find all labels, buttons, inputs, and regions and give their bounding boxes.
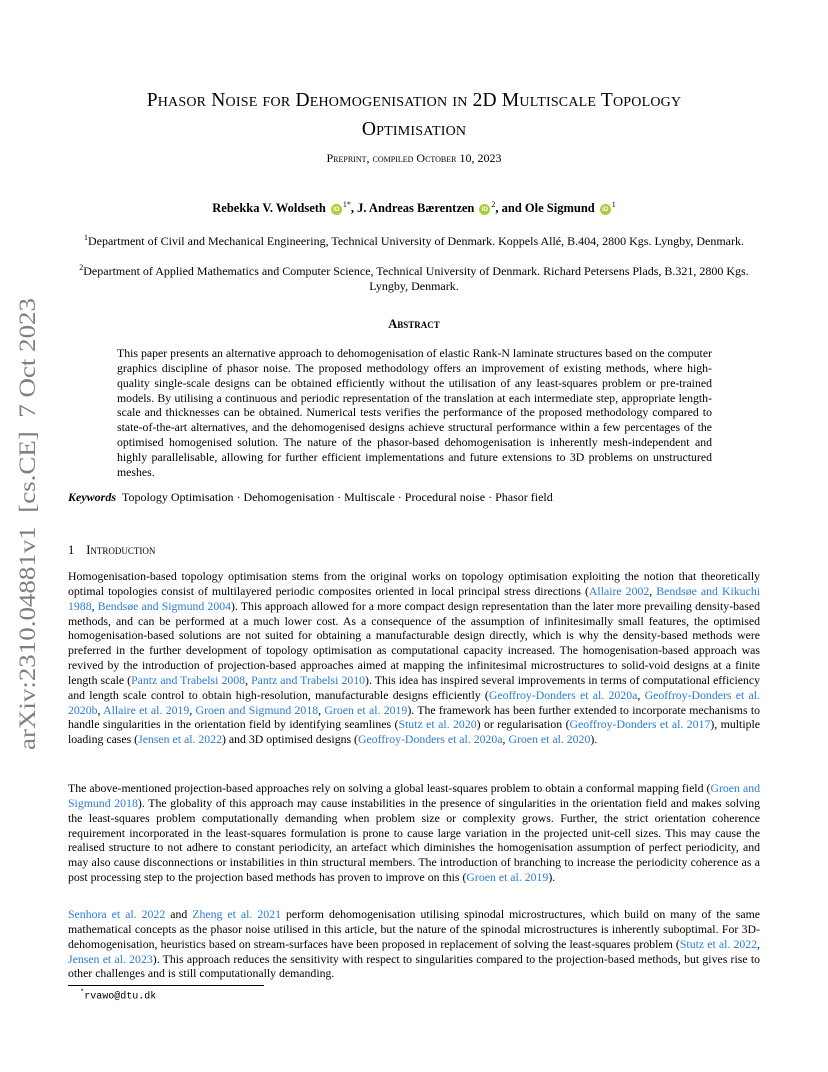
body-text: , (97, 702, 104, 717)
author-name: Ole Sigmund (524, 201, 595, 216)
abstract-heading: Abstract (388, 317, 440, 331)
body-text: ). The framework has been further extended to incorporate mechanisms to handle singularities in the orientation field by identifying seamlines ( (68, 702, 761, 732)
author-name: J. Andreas Bærentzen (357, 201, 475, 216)
abstract-text: This paper presents an alternative approach to dehomogenisation of elastic Rank-N laminate structures based on the computer graphics discipline of phasor noise. The proposed methodology offers an improvement of existing methods, where high-quality single-scale designs can be obtained efficiently without the utilisation of any least-squares problem or pre-trained models. By utilising a continuous and periodic representation of the translation at each intermediate step, appropriate length-scale and thicknesses can be obtained. Numerical tests verifies the performance of the proposed methodology compared to state-of-the-art alternatives, and the dehomogenised designs achieve structural performance within a few percentages of the optimised homogenised solution. The nature of the phasor-based dehomogenisation is inherently mesh-independent and highly parallelisable, allowing for further efficient implementations and future extensions to 3D problems on unstructured meshes. (117, 346, 712, 479)
citation-link[interactable]: Geoffroy-Donders et al. 2020b (68, 687, 760, 717)
citation-link[interactable]: Bendsøe and Sigmund 2004 (97, 598, 232, 613)
citation-link[interactable]: Pantz and Trabelsi 2008 (131, 672, 246, 687)
citation-link[interactable]: Pantz and Trabelsi 2010 (251, 672, 366, 687)
body-text: ). (590, 732, 598, 747)
author-separator: , and (495, 201, 525, 216)
footnote-mark: * (80, 989, 85, 997)
citation-link[interactable]: Geoffroy-Donders et al. 2020a (488, 687, 638, 702)
citation-link[interactable]: Jensen et al. 2022 (138, 732, 222, 747)
author-affiliation-mark: 2 (491, 200, 496, 209)
section-title: Introduction (86, 543, 156, 557)
keywords (68, 490, 760, 505)
body-text: ) or regularisation ( (476, 717, 570, 732)
body-text: , (649, 583, 657, 598)
citation-link[interactable]: Groen et al. 2019 (324, 702, 408, 717)
citation-link[interactable]: Bendsøe and Kikuchi 1988 (68, 583, 760, 613)
citation-link[interactable]: Zheng et al. 2021 (192, 907, 281, 921)
orcid-icon[interactable]: iD (479, 204, 490, 215)
body-text: The above-mentioned projection-based approaches rely on solving a global least-squares problem to obtain a conformal mapping field ( (68, 781, 711, 795)
paragraph-3 (68, 907, 760, 981)
section-number: 1 (68, 543, 75, 557)
body-text: ) and 3D optimised designs ( (221, 732, 358, 747)
citation-link[interactable]: Jensen et al. 2023 (68, 951, 153, 966)
body-text: , (637, 687, 645, 702)
body-text: Homogenisation-based topology optimisation stems from the original works on topology optimisation exploiting the notion that theoretically optimal topologies consist of multilayered periodic composites oriented in local principal stress directions ( (68, 569, 760, 598)
affiliation-2 (68, 260, 760, 294)
paragraph-1 (68, 569, 760, 747)
author-separator: , (350, 201, 358, 216)
author-affiliation-mark: 1* (342, 200, 351, 209)
footnote (80, 989, 156, 1002)
affiliation-2-text: Department of Applied Mathematics and Computer Science, Technical University of Denmark. Richard Petersens Plads, B.321, 2800 Kgs. Lyngby, Denmark. (83, 264, 749, 293)
keywords-label: Keywords (68, 490, 116, 504)
orcid-icon[interactable]: iD (600, 204, 611, 215)
citation-link[interactable]: Geoffroy-Donders et al. 2020a (357, 732, 503, 747)
body-text: ). (548, 870, 556, 885)
author-affiliation-mark: 1 (611, 200, 616, 209)
citation-link[interactable]: Allaire 2002 (588, 583, 650, 598)
title-line-1: Phasor Noise for Dehomogenisation in 2D Multiscale Topology (146, 90, 682, 111)
body-text: , (757, 936, 760, 951)
section-heading (68, 543, 155, 558)
paragraph-2 (68, 781, 760, 885)
arxiv-stamp (15, 298, 41, 750)
body-text: ). This approach allowed for a more compact design representation than the later more prevailing density-based methods, and can be performed at a much lower cost. As a consequence of the assumption of infinitesimally small features, the optimised homogenisation-based solutions are not suited for obtaining a manufacturable design directly, which is why the density-based methods were preferred in the further development of topology optimisation as computational capacity increased. The homogenisation-based approach was revived by the introduction of projection-based approaches aimed at mapping the infinitesimal microstructures to solid-void designs at a finite length scale ( (68, 598, 760, 687)
arxiv-stamp-svg (15, 298, 41, 750)
citation-link[interactable]: Groen et al. 2019 (466, 870, 549, 885)
citation-link[interactable]: Senhora et al. 2022 (68, 907, 166, 921)
paper-title (60, 86, 768, 144)
citation-link[interactable]: Stutz et al. 2022 (679, 936, 758, 951)
author-name: Rebekka V. Woldseth (212, 201, 326, 216)
citation-link[interactable]: Stutz et al. 2020 (398, 717, 477, 732)
body-text: ). The globality of this approach may cause instabilities in the presence of singularities in the orientation field and makes solving the least-squares problem computationally demanding when problem size or complexity grows. Further, the strict orientation coherence requirement incorporated in the least-squares formulation is prone to cause large variation in the projected unit-cell sizes. This may cause the realised structure to not adhere to constant periodicity, an artefact which diminishes the homogenisation assumption of perfect periodicity, and may also cause disconnections or instabilities in thin structural members. The introduction of branching to increase the periodicity coherence as a post processing step to the projection based methods has proven to improve on this ( (68, 795, 760, 885)
arxiv-stamp-text: arXiv:2310.04881v1 [cs.CE] 7 Oct 2023 (15, 364, 40, 750)
body-text: , (318, 702, 325, 717)
citation-link[interactable]: Geoffroy-Donders et al. 2017 (569, 717, 711, 732)
orcid-icon[interactable]: iD (331, 204, 342, 215)
footnote-email: rvawo@dtu.dk (84, 991, 157, 1003)
affiliation-1 (68, 230, 760, 249)
affiliation-1-text: Department of Civil and Mechanical Engineering, Technical University of Denmark. Koppels Allé, B.404, 2800 Kgs. Lyngby, Denmark. (87, 234, 744, 248)
body-text: and (165, 907, 193, 921)
body-text: ). This approach reduces the sensitivity with respect to singularities compared to the projection-based methods, but gives rise to other challenges and is still computationally demanding. (68, 951, 760, 981)
preprint-line: Preprint, compiled October 10, 2023 (326, 151, 502, 165)
citation-link[interactable]: Allaire et al. 2019 (103, 702, 190, 717)
body-text: , (502, 732, 509, 747)
body-text: perform dehomogenisation utilising spinodal microstructures, which build on many of the same mathematical concepts as the phasor noise utilised in this article, but the nature of the spinodal microstructures is inherently suboptimal. For 3D-dehomogenisation, heuristics based on stream-surfaces have been proposed in replacement of solving the least-squares problem ( (68, 907, 760, 951)
affiliation-1-mark: 1 (83, 233, 88, 242)
body-text: ), multiple loading cases ( (68, 717, 761, 747)
affiliation-2-mark: 2 (79, 263, 84, 272)
citation-link[interactable]: Groen and Sigmund 2018 (195, 702, 319, 717)
body-text: , (189, 702, 196, 717)
body-text: ). This idea has inspired several improvements in terms of computational efficiency and length scale control to obtain high-resolution, manufacturable designs efficiently ( (68, 672, 761, 702)
citation-link[interactable]: Groen and Sigmund 2018 (68, 781, 760, 810)
body-text: , (245, 672, 252, 687)
author-list (0, 200, 828, 216)
footnote-rule (68, 985, 264, 986)
keywords-list: Topology Optimisation · Dehomogenisation · Multiscale · Procedural noise · Phasor field (122, 490, 553, 504)
citation-link[interactable]: Groen et al. 2020 (508, 732, 591, 747)
title-line-2: Optimisation (361, 119, 467, 140)
body-text: , (91, 598, 98, 613)
